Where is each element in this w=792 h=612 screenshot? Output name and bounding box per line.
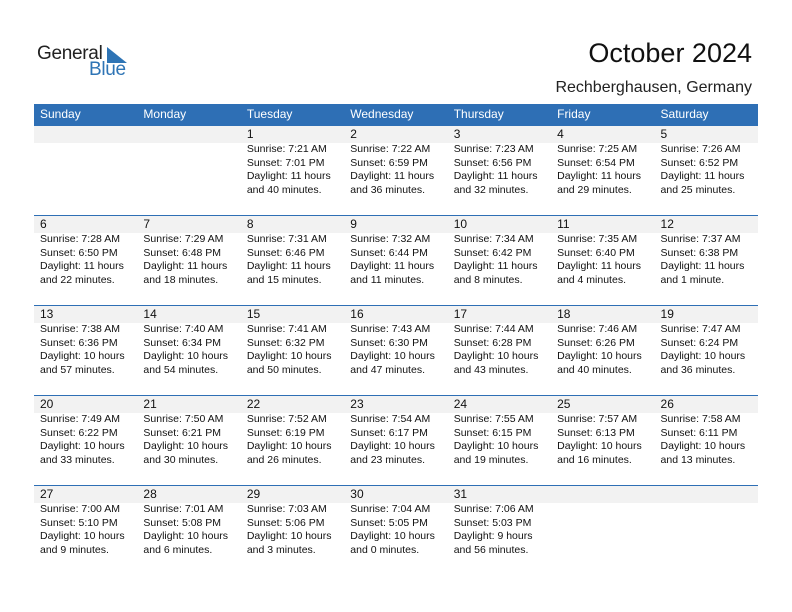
day-sunset-text: Sunset: 6:22 PM	[40, 426, 118, 439]
calendar-day-cell	[137, 486, 240, 575]
day-sun-info	[40, 503, 125, 557]
day-sun-info	[350, 143, 434, 197]
calendar-day-cell	[34, 126, 137, 215]
calendar-day-cell	[551, 486, 654, 575]
day-daylight2-text: and 19 minutes.	[453, 453, 529, 466]
calendar-day-cell	[655, 306, 758, 395]
day-daylight1-text: Daylight: 10 hours	[40, 440, 125, 452]
day-sunrise-text: Sunrise: 7:49 AM	[40, 413, 120, 425]
day-daylight1-text: Daylight: 11 hours	[350, 170, 435, 182]
day-number-bar	[655, 126, 758, 143]
day-sunrise-text: Sunrise: 7:41 AM	[246, 323, 327, 335]
day-number: 31	[453, 487, 468, 501]
weekday-wednesday: Wednesday	[350, 107, 414, 121]
calendar-day-cell	[241, 216, 344, 305]
day-daylight1-text: Daylight: 9 hours	[453, 530, 533, 542]
day-sun-info	[350, 413, 435, 467]
day-sunset-text: Sunset: 6:15 PM	[453, 426, 532, 439]
day-sunset-text: Sunset: 6:24 PM	[660, 336, 739, 349]
day-daylight1-text: Daylight: 11 hours	[453, 170, 538, 182]
day-daylight1-text: Daylight: 10 hours	[350, 440, 435, 452]
weekday-sunday: Sunday	[40, 107, 81, 121]
day-daylight2-text: and 36 minutes.	[660, 363, 736, 376]
calendar-week-row	[34, 305, 758, 396]
calendar-day-cell	[34, 216, 137, 305]
day-daylight1-text: Daylight: 11 hours	[557, 170, 641, 182]
day-sunset-text: Sunset: 6:48 PM	[143, 246, 222, 259]
day-sun-info	[557, 143, 641, 197]
day-sunrise-text: Sunrise: 7:57 AM	[557, 413, 638, 425]
day-number-bar	[241, 216, 344, 233]
day-sunset-text: Sunset: 6:54 PM	[557, 156, 635, 169]
day-number: 16	[350, 307, 364, 321]
day-sun-info	[143, 233, 227, 287]
day-sunrise-text: Sunrise: 7:01 AM	[143, 503, 224, 515]
day-sun-info	[350, 323, 435, 377]
day-sunset-text: Sunset: 5:08 PM	[143, 516, 222, 529]
weekday-tuesday: Tuesday	[246, 107, 293, 121]
day-sunrise-text: Sunrise: 7:26 AM	[660, 143, 741, 155]
day-number-bar	[34, 216, 137, 233]
day-sunset-text: Sunset: 6:21 PM	[143, 426, 222, 439]
day-daylight1-text: Daylight: 11 hours	[246, 260, 331, 272]
day-daylight1-text: Daylight: 10 hours	[660, 350, 746, 362]
day-sun-info	[350, 233, 434, 287]
day-sunrise-text: Sunrise: 7:55 AM	[453, 413, 534, 425]
day-daylight1-text: Daylight: 10 hours	[350, 350, 435, 362]
day-number: 18	[557, 307, 571, 321]
day-daylight1-text: Daylight: 11 hours	[350, 260, 435, 272]
calendar-day-cell	[34, 306, 137, 395]
day-sun-info	[40, 323, 125, 377]
day-sunrise-text: Sunrise: 7:58 AM	[660, 413, 741, 425]
day-daylight2-text: and 23 minutes.	[350, 453, 425, 466]
day-number: 24	[453, 397, 468, 411]
day-daylight2-text: and 54 minutes.	[143, 363, 219, 376]
day-sun-info	[454, 323, 539, 377]
day-sun-info	[557, 323, 642, 377]
day-number: 25	[557, 397, 571, 411]
logo-word-blue: Blue	[89, 59, 126, 80]
day-daylight2-text: and 15 minutes.	[246, 273, 322, 286]
calendar-day-cell	[344, 126, 447, 215]
calendar-day-cell	[655, 396, 758, 485]
day-sun-info	[143, 413, 228, 467]
calendar-day-cell	[448, 396, 551, 485]
calendar-day-cell	[137, 126, 240, 215]
day-daylight1-text: Daylight: 11 hours	[660, 260, 745, 272]
day-number: 21	[143, 397, 157, 411]
day-daylight1-text: Daylight: 11 hours	[557, 260, 641, 272]
day-sun-info	[143, 503, 228, 557]
day-sunset-text: Sunset: 7:01 PM	[246, 156, 325, 169]
day-sunset-text: Sunset: 6:13 PM	[557, 426, 635, 439]
day-sunrise-text: Sunrise: 7:43 AM	[350, 323, 431, 335]
day-daylight2-text: and 16 minutes.	[557, 453, 632, 466]
day-sunrise-text: Sunrise: 7:32 AM	[350, 233, 431, 245]
day-number: 5	[660, 127, 668, 141]
calendar-day-cell	[655, 216, 758, 305]
day-sunrise-text: Sunrise: 7:28 AM	[40, 233, 120, 245]
day-daylight2-text: and 18 minutes.	[143, 273, 219, 286]
calendar-day-cell	[448, 306, 551, 395]
day-number: 26	[660, 397, 674, 411]
day-sunrise-text: Sunrise: 7:37 AM	[660, 233, 741, 245]
calendar-week-row	[34, 215, 758, 306]
calendar-week-row	[34, 125, 758, 216]
day-daylight2-text: and 1 minute.	[660, 273, 725, 286]
day-daylight2-text: and 3 minutes.	[246, 543, 316, 556]
day-daylight2-text: and 30 minutes.	[143, 453, 219, 466]
calendar-day-cell	[344, 396, 447, 485]
calendar-day-cell	[241, 486, 344, 575]
calendar-location: Rechberghausen, Germany	[555, 79, 752, 96]
day-number: 23	[350, 397, 364, 411]
calendar-day-cell	[655, 126, 758, 215]
day-daylight2-text: and 11 minutes.	[350, 273, 425, 286]
day-number: 14	[143, 307, 157, 321]
day-sunrise-text: Sunrise: 7:03 AM	[246, 503, 327, 515]
day-daylight1-text: Daylight: 10 hours	[453, 440, 539, 452]
day-sunrise-text: Sunrise: 7:22 AM	[350, 143, 431, 155]
day-sun-info	[661, 323, 746, 377]
day-sun-info	[454, 143, 538, 197]
day-sun-info	[661, 413, 746, 467]
day-number: 17	[453, 307, 468, 321]
day-daylight2-text: and 57 minutes.	[40, 363, 115, 376]
calendar-day-cell	[448, 126, 551, 215]
day-sunrise-text: Sunrise: 7:54 AM	[350, 413, 431, 425]
calendar-day-cell	[241, 306, 344, 395]
day-number: 19	[660, 307, 674, 321]
weekday-thursday: Thursday	[453, 107, 504, 121]
day-sunrise-text: Sunrise: 7:25 AM	[557, 143, 638, 155]
day-sunset-text: Sunset: 6:40 PM	[557, 246, 635, 259]
day-sunset-text: Sunset: 5:03 PM	[453, 516, 532, 529]
calendar-day-cell	[448, 486, 551, 575]
day-number-bar	[241, 126, 344, 143]
day-number: 7	[143, 217, 151, 231]
day-sunrise-text: Sunrise: 7:52 AM	[246, 413, 327, 425]
day-daylight2-text: and 33 minutes.	[40, 453, 115, 466]
day-number: 3	[453, 127, 461, 141]
calendar-day-cell	[344, 306, 447, 395]
calendar-day-cell	[344, 486, 447, 575]
day-daylight2-text: and 25 minutes.	[660, 183, 736, 196]
day-number-bar	[551, 486, 654, 503]
calendar-day-cell	[344, 216, 447, 305]
day-number-bar	[655, 486, 758, 503]
day-sunrise-text: Sunrise: 7:06 AM	[453, 503, 534, 515]
day-sun-info	[143, 323, 228, 377]
calendar-day-cell	[137, 306, 240, 395]
calendar-day-cell	[551, 216, 654, 305]
day-daylight1-text: Daylight: 10 hours	[557, 440, 642, 452]
day-sun-info	[454, 413, 539, 467]
calendar-week-row	[34, 485, 758, 576]
brand-logo	[37, 43, 137, 83]
day-daylight2-text: and 56 minutes.	[453, 543, 529, 556]
day-number-bar	[137, 126, 240, 143]
day-number: 1	[246, 127, 254, 141]
day-sunrise-text: Sunrise: 7:44 AM	[453, 323, 534, 335]
day-daylight1-text: Daylight: 10 hours	[143, 530, 229, 542]
day-sun-info	[454, 503, 534, 557]
day-sunset-text: Sunset: 6:38 PM	[660, 246, 739, 259]
day-sunset-text: Sunset: 6:28 PM	[453, 336, 532, 349]
day-daylight2-text: and 47 minutes.	[350, 363, 425, 376]
weekday-friday: Friday	[557, 107, 591, 121]
day-daylight1-text: Daylight: 10 hours	[660, 440, 746, 452]
day-sunset-text: Sunset: 6:46 PM	[246, 246, 325, 259]
day-daylight2-text: and 32 minutes.	[453, 183, 529, 196]
calendar-title: October 2024	[588, 38, 752, 68]
calendar-day-cell	[34, 396, 137, 485]
day-sun-info	[557, 233, 641, 287]
day-sun-info	[40, 413, 125, 467]
day-number: 11	[557, 217, 570, 231]
logo-word-general: General	[37, 43, 103, 64]
day-sun-info	[247, 143, 331, 197]
day-sunset-text: Sunset: 6:11 PM	[660, 426, 738, 439]
day-daylight1-text: Daylight: 11 hours	[660, 170, 745, 182]
day-sunset-text: Sunset: 6:26 PM	[557, 336, 635, 349]
day-sun-info	[247, 503, 332, 557]
day-number: 4	[557, 127, 564, 141]
day-daylight2-text: and 6 minutes.	[143, 543, 213, 556]
weekday-header	[34, 104, 758, 125]
day-sunset-text: Sunset: 6:59 PM	[350, 156, 428, 169]
day-daylight2-text: and 22 minutes.	[40, 273, 115, 286]
calendar-day-cell	[241, 396, 344, 485]
day-sunset-text: Sunset: 5:10 PM	[40, 516, 118, 529]
day-sun-info	[454, 233, 538, 287]
day-number: 13	[40, 307, 54, 321]
day-sunrise-text: Sunrise: 7:46 AM	[557, 323, 638, 335]
day-daylight2-text: and 26 minutes.	[246, 453, 322, 466]
day-number: 20	[40, 397, 54, 411]
day-number: 9	[350, 217, 357, 231]
day-daylight2-text: and 9 minutes.	[40, 543, 109, 556]
day-sunset-text: Sunset: 6:56 PM	[453, 156, 532, 169]
day-sunset-text: Sunset: 6:34 PM	[143, 336, 222, 349]
day-number: 2	[350, 127, 357, 141]
day-daylight2-text: and 36 minutes.	[350, 183, 425, 196]
day-sun-info	[661, 233, 745, 287]
day-sunset-text: Sunset: 5:05 PM	[350, 516, 428, 529]
day-sun-info	[557, 413, 642, 467]
day-number: 15	[246, 307, 261, 321]
day-sun-info	[247, 233, 331, 287]
day-daylight2-text: and 29 minutes.	[557, 183, 632, 196]
day-number: 27	[40, 487, 54, 501]
day-number-bar	[448, 126, 551, 143]
day-sunrise-text: Sunrise: 7:31 AM	[246, 233, 327, 245]
day-sun-info	[247, 413, 332, 467]
day-daylight1-text: Daylight: 10 hours	[246, 530, 332, 542]
day-sunset-text: Sunset: 6:50 PM	[40, 246, 118, 259]
day-sun-info	[661, 143, 745, 197]
calendar-week-row	[34, 395, 758, 486]
day-sunrise-text: Sunrise: 7:40 AM	[143, 323, 224, 335]
day-daylight2-text: and 0 minutes.	[350, 543, 420, 556]
day-number: 30	[350, 487, 364, 501]
day-sunrise-text: Sunrise: 7:34 AM	[453, 233, 534, 245]
day-number-bar	[344, 126, 447, 143]
day-daylight1-text: Daylight: 10 hours	[143, 440, 229, 452]
day-sunrise-text: Sunrise: 7:00 AM	[40, 503, 120, 515]
day-daylight1-text: Daylight: 10 hours	[557, 350, 642, 362]
day-sunrise-text: Sunrise: 7:04 AM	[350, 503, 431, 515]
day-number: 28	[143, 487, 157, 501]
day-daylight1-text: Daylight: 10 hours	[143, 350, 229, 362]
calendar-day-cell	[34, 486, 137, 575]
day-number-bar	[34, 126, 137, 143]
day-daylight1-text: Daylight: 10 hours	[453, 350, 539, 362]
day-sunrise-text: Sunrise: 7:47 AM	[660, 323, 741, 335]
weekday-monday: Monday	[143, 107, 187, 121]
day-number-bar	[137, 216, 240, 233]
day-daylight2-text: and 4 minutes.	[557, 273, 626, 286]
day-sunset-text: Sunset: 6:36 PM	[40, 336, 118, 349]
day-sunrise-text: Sunrise: 7:35 AM	[557, 233, 638, 245]
day-daylight2-text: and 43 minutes.	[453, 363, 529, 376]
day-number: 8	[246, 217, 254, 231]
weekday-saturday: Saturday	[660, 107, 709, 121]
calendar-day-cell	[551, 306, 654, 395]
day-sunset-text: Sunset: 6:32 PM	[246, 336, 325, 349]
day-sunrise-text: Sunrise: 7:50 AM	[143, 413, 224, 425]
calendar-day-cell	[551, 126, 654, 215]
day-number: 10	[453, 217, 468, 231]
day-daylight2-text: and 50 minutes.	[246, 363, 322, 376]
day-sunset-text: Sunset: 6:42 PM	[453, 246, 532, 259]
day-daylight1-text: Daylight: 11 hours	[246, 170, 331, 182]
day-number-bar	[551, 126, 654, 143]
day-number-bar	[344, 216, 447, 233]
day-number: 6	[40, 217, 47, 231]
day-daylight1-text: Daylight: 10 hours	[40, 350, 125, 362]
day-daylight1-text: Daylight: 11 hours	[453, 260, 538, 272]
calendar-day-cell	[241, 126, 344, 215]
calendar-day-cell	[448, 216, 551, 305]
day-number: 12	[660, 217, 674, 231]
day-sunset-text: Sunset: 6:17 PM	[350, 426, 428, 439]
day-sunrise-text: Sunrise: 7:29 AM	[143, 233, 224, 245]
day-daylight2-text: and 40 minutes.	[246, 183, 322, 196]
day-number: 22	[246, 397, 261, 411]
day-sunrise-text: Sunrise: 7:21 AM	[246, 143, 327, 155]
day-sunset-text: Sunset: 6:52 PM	[660, 156, 739, 169]
day-number: 29	[246, 487, 261, 501]
day-sun-info	[350, 503, 435, 557]
day-daylight1-text: Daylight: 10 hours	[246, 440, 332, 452]
day-daylight2-text: and 8 minutes.	[453, 273, 523, 286]
day-sunrise-text: Sunrise: 7:38 AM	[40, 323, 120, 335]
day-sunset-text: Sunset: 6:44 PM	[350, 246, 428, 259]
day-daylight1-text: Daylight: 11 hours	[143, 260, 228, 272]
day-daylight1-text: Daylight: 10 hours	[40, 530, 125, 542]
day-daylight1-text: Daylight: 11 hours	[40, 260, 124, 272]
day-sunset-text: Sunset: 6:19 PM	[246, 426, 325, 439]
calendar-day-cell	[137, 396, 240, 485]
calendar-day-cell	[655, 486, 758, 575]
day-sunset-text: Sunset: 5:06 PM	[246, 516, 325, 529]
day-daylight2-text: and 13 minutes.	[660, 453, 736, 466]
calendar-day-cell	[551, 396, 654, 485]
day-daylight1-text: Daylight: 10 hours	[246, 350, 332, 362]
day-sun-info	[40, 233, 124, 287]
day-daylight1-text: Daylight: 10 hours	[350, 530, 435, 542]
day-sunrise-text: Sunrise: 7:23 AM	[453, 143, 534, 155]
calendar-day-cell	[137, 216, 240, 305]
day-daylight2-text: and 40 minutes.	[557, 363, 632, 376]
day-sunset-text: Sunset: 6:30 PM	[350, 336, 428, 349]
day-sun-info	[247, 323, 332, 377]
